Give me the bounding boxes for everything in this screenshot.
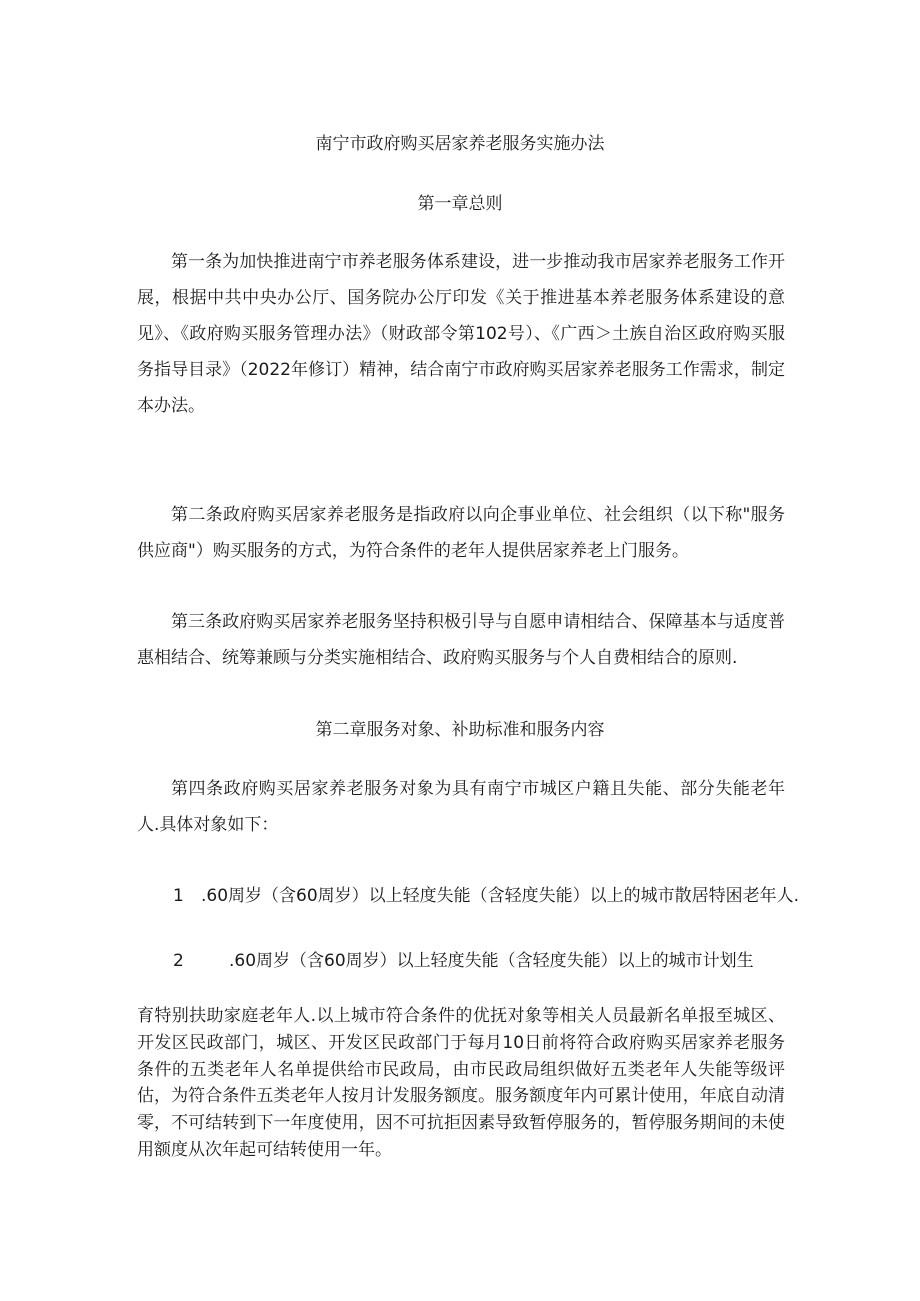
article-2-paragraph: 第二条政府购买居家养老服务是指政府以向企事业单位、社会组织（以下称"服务供应商"）购买服务的方式，为符合条件的老年人提供居家养老上门服务。	[137, 505, 785, 561]
list-item-1-text: .60周岁（含60周岁）以上轻度失能（含轻度失能）以上的城市散居特困老年人.	[201, 886, 800, 906]
document-title: 南宁市政府购买居家养老服务实施办法	[315, 134, 605, 154]
list-item-2-text: .60周岁（含60周岁）以上轻度失能（含轻度失能）以上的城市计划生	[229, 951, 754, 971]
chapter-heading-2: 第二章服务对象、补助标准和服务内容	[315, 720, 605, 740]
list-item-1-number: 1	[173, 886, 184, 906]
chapter-heading-1: 第一章总则	[417, 194, 503, 214]
article-4-paragraph: 第四条政府购买居家养老服务对象为具有南宁市城区户籍且失能、部分失能老年人.具体对象如下：	[137, 779, 785, 835]
list-item-2	[173, 950, 754, 972]
article-1-paragraph: 第一条为加快推进南宁市养老服务体系建设，进一步推动我市居家养老服务工作开展，根据中共中央办公厅、国务院办公厅印发《关于推进基本养老服务体系建设的意见》、《政府购买服务管理办法》（财政部令第102号）、《广西＞土族自治区政府购买服务指导目录》（2022年修订）精神，结合南宁市政府购买居家养老服务工作需求，制定本办法。	[137, 252, 785, 416]
continuation-paragraph: 育特别扶助家庭老年人.以上城市符合条件的优抚对象等相关人员最新名单报至城区、开发区民政部门，城区、开发区民政部门于每月10日前将符合政府购买居家养老服务条件的五类老年人名单提供给市民政局，由市民政局组织做好五类老年人失能等级评估，为符合条件五类老年人按月计发服务额度。服务额度年内可累计使用，年底自动清零，不可结转到下一年度使用，因不可抗拒因素导致暂停服务的，暂停服务期间的未使用额度从次年起可结转使用一年。	[137, 1006, 785, 1160]
article-3-paragraph: 第三条政府购买居家养老服务坚持积极引导与自愿申请相结合、保障基本与适度普惠相结合、统筹兼顾与分类实施相结合、政府购买服务与个人自费相结合的原则.	[137, 612, 785, 668]
list-item-2-number: 2	[173, 951, 184, 971]
list-item-1	[173, 885, 799, 907]
